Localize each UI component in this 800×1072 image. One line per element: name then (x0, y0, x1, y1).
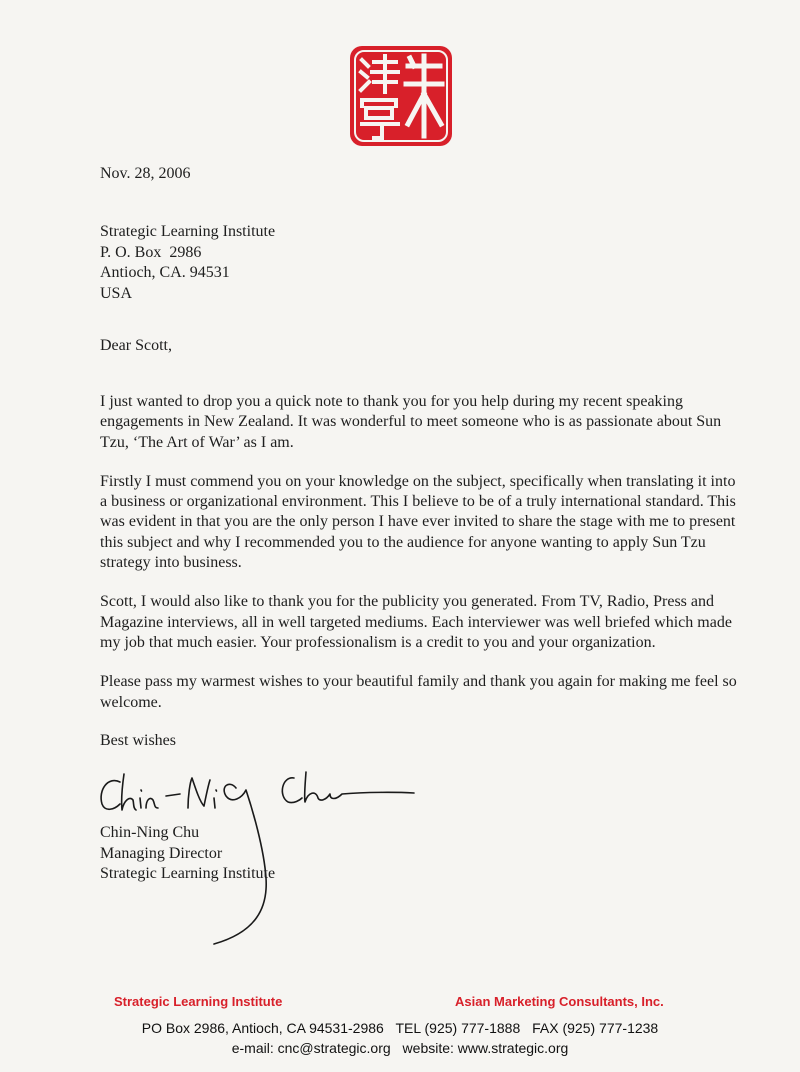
recipient-line: USA (100, 284, 133, 302)
footer-email: e-mail: cnc@strategic.org (231, 1040, 391, 1056)
signer-title: Managing Director (100, 844, 223, 862)
recipient-line: Antioch, CA. 94531 (100, 264, 230, 281)
recipient-line: Strategic Learning Institute (100, 223, 276, 240)
body-paragraph: Scott, I would also like to thank you for the publicity you generated. From TV, Radio, Press and Magazine interviews, all in well targeted mediums. Each interviewer was well briefed which made my job that much easier. Your professionalism is a credit to you and your organization. (100, 593, 732, 651)
footer-address: PO Box 2986, Antioch, CA 94531-2986 (141, 1020, 384, 1036)
chinese-seal-stamp (348, 44, 454, 148)
footer-fax: FAX (925) 777-1238 (532, 1020, 659, 1036)
salutation: Dear Scott, (100, 337, 172, 354)
footer-tel: TEL (925) 777-1888 (395, 1020, 521, 1036)
body-paragraph: I just wanted to drop you a quick note to thank you for you help during my recent speaking engagements in New Zealand. It was wonderful to meet someone who is as passionate about Sun Tzu, ‘The Art of War’ as I am. (100, 393, 722, 451)
recipient-line: P. O. Box 2986 (100, 243, 202, 261)
signer-name: Chin-Ning Chu (100, 824, 200, 841)
closing: Best wishes (100, 732, 176, 749)
letterhead-footer-contact (0, 1018, 800, 1058)
letter-body (100, 392, 740, 732)
body-paragraph: Please pass my warmest wishes to your beautiful family and thank you again for making me feel so welcome. (100, 673, 737, 711)
footer-website: website: www.strategic.org (402, 1040, 569, 1056)
signer-org: Strategic Learning Institute (100, 865, 276, 882)
letter-date: Nov. 28, 2006 (100, 165, 191, 182)
letterhead-footer-names (0, 994, 800, 1012)
signer-block (100, 823, 275, 885)
footer-right-org: Asian Marketing Consultants, Inc. (455, 994, 664, 1009)
body-paragraph: Firstly I must commend you on your knowledge on the subject, specifically when translating it into a business or organizational environment. This I believe to be of a truly international standard. This was evident in that you are the only person I have ever invited to share the stage with me to present this subject and why I recommended you to the audience for anyone wanting to apply Sun Tzu strategy into business. (100, 472, 736, 572)
footer-web-line (0, 1038, 800, 1058)
footer-left-org: Strategic Learning Institute (114, 994, 283, 1009)
footer-contact-line (0, 1018, 800, 1038)
recipient-address (100, 222, 275, 304)
